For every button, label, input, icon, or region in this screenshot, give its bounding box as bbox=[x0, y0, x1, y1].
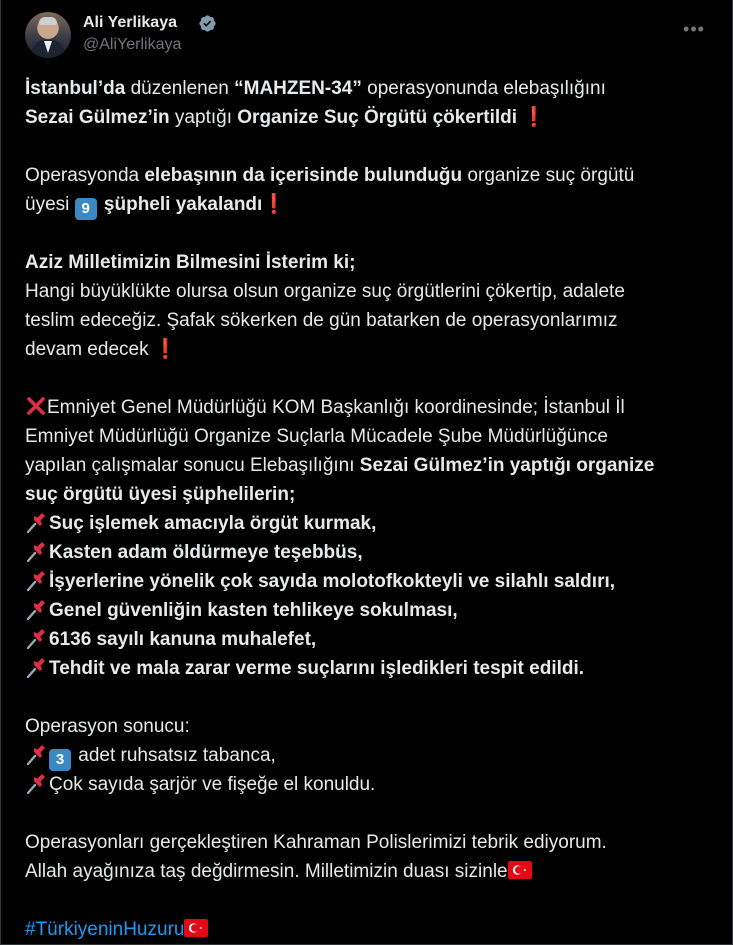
pushpin-icon bbox=[25, 627, 49, 649]
exclamation-icon: ❗ bbox=[522, 107, 546, 128]
text: adet ruhsatsız tabanca, bbox=[73, 745, 276, 766]
text-line: Operasyon sonucu: bbox=[25, 716, 190, 737]
turkey-flag-icon bbox=[184, 919, 208, 937]
author-name[interactable]: Ali Yerlikaya bbox=[83, 14, 177, 31]
list-item bbox=[25, 538, 715, 567]
text-line bbox=[25, 480, 715, 509]
text-line bbox=[25, 915, 715, 944]
text-bold: Sezai Gülmez’in bbox=[25, 107, 170, 128]
avatar[interactable] bbox=[25, 12, 71, 58]
text-line: Emniyet Müdürlüğü Organize Suçlarla Mücadele Şube Müdürlüğünce bbox=[25, 426, 608, 447]
text-line bbox=[25, 103, 715, 132]
text: Allah ayağınıza taş değdirmesin. Milletimizin duası sizinle bbox=[25, 861, 508, 882]
text-line bbox=[25, 451, 715, 480]
text-bold: Genel güvenliğin kasten tehlikeye sokulması, bbox=[49, 600, 458, 621]
more-options-button[interactable] bbox=[677, 12, 711, 46]
pushpin-icon bbox=[25, 511, 49, 533]
verified-badge-icon bbox=[198, 14, 217, 33]
list-item bbox=[25, 567, 715, 596]
text-line bbox=[25, 393, 715, 422]
pushpin-icon bbox=[25, 540, 49, 562]
hashtag-link[interactable]: #TürkiyeninHuzuru bbox=[25, 919, 185, 940]
text-bold: İstanbul’da bbox=[25, 78, 126, 99]
text-line bbox=[25, 190, 715, 219]
tweet-header bbox=[25, 12, 711, 60]
text-bold: elebaşının da içerisinde bulunduğu bbox=[144, 165, 463, 186]
keycap-nine-icon: 9 bbox=[75, 198, 97, 220]
text: Çok sayıda şarjör ve fişeğe el konuldu. bbox=[49, 774, 376, 795]
list-item bbox=[25, 596, 715, 625]
text-line bbox=[25, 857, 715, 886]
pushpin-icon bbox=[25, 598, 49, 620]
ellipsis-icon: ••• bbox=[683, 18, 705, 39]
list-item bbox=[25, 654, 715, 683]
text-bold: İşyerlerine yönelik çok sayıda molotofkokteyli ve silahlı saldırı, bbox=[49, 571, 616, 592]
text-bold: şüpheli yakalandı bbox=[98, 194, 263, 215]
exclamation-icon: ❗ bbox=[153, 339, 178, 360]
cross-mark-icon bbox=[25, 395, 47, 417]
pushpin-icon bbox=[25, 656, 49, 678]
text-bold: Kasten adam öldürmeye teşebbüs, bbox=[49, 542, 363, 563]
text-bold: suç örgütü üyesi şüphelilerin; bbox=[25, 484, 296, 505]
text-bold: Sezai Gülmez’in yaptığı organize bbox=[359, 455, 655, 476]
text: yapılan çalışmalar sonucu Elebaşılığını bbox=[25, 455, 360, 476]
author-handle[interactable]: @AliYerlikaya bbox=[83, 36, 182, 53]
text-bold: “MAHZEN-34” bbox=[234, 78, 362, 99]
text-bold: 6136 sayılı kanuna muhalefet, bbox=[49, 629, 317, 650]
text-line: Operasyonları gerçekleştiren Kahraman Polislerimizi tebrik ediyorum. bbox=[25, 832, 607, 853]
exclamation-icon: ❗ bbox=[262, 194, 286, 215]
list-item bbox=[25, 625, 715, 654]
text-line: Hangi büyüklükte olursa olsun organize suç örgütlerini çökertip, adalete bbox=[25, 281, 625, 302]
text-bold: Suç işlemek amacıyla örgüt kurmak, bbox=[49, 513, 377, 534]
pushpin-icon bbox=[25, 569, 49, 591]
text: devam edecek bbox=[25, 339, 154, 360]
text-line bbox=[25, 74, 715, 103]
text-line bbox=[25, 335, 715, 364]
text-bold: Aziz Milletimizin Bilmesini İsterim ki; bbox=[25, 252, 356, 273]
text-bold: Organize Suç Örgütü çökertildi bbox=[237, 107, 518, 128]
text-line bbox=[25, 161, 715, 190]
text-line: teslim edeceğiz. Şafak sökerken de gün batarken de operasyonlarımız bbox=[25, 310, 618, 331]
list-item bbox=[25, 741, 715, 770]
text: üyesi bbox=[25, 194, 75, 215]
pushpin-icon bbox=[25, 743, 49, 765]
text: düzenlenen bbox=[125, 78, 235, 99]
list-item bbox=[25, 770, 715, 799]
text: operasyonunda elebaşılığını bbox=[361, 78, 606, 99]
text: yaptığı bbox=[169, 107, 238, 128]
tweet-text bbox=[25, 74, 715, 944]
list-item bbox=[25, 509, 715, 538]
keycap-three-icon: 3 bbox=[49, 749, 71, 771]
pushpin-icon bbox=[25, 772, 49, 794]
text: organize suç örgütü bbox=[462, 165, 635, 186]
text: Emniyet Genel Müdürlüğü KOM Başkanlığı koordinesinde; İstanbul İl bbox=[47, 397, 625, 418]
turkey-flag-icon bbox=[508, 861, 532, 879]
text-bold: Tehdit ve mala zarar verme suçlarını işledikleri tespit edildi. bbox=[49, 658, 585, 679]
text-line bbox=[25, 248, 715, 277]
text: Operasyonda bbox=[25, 165, 145, 186]
